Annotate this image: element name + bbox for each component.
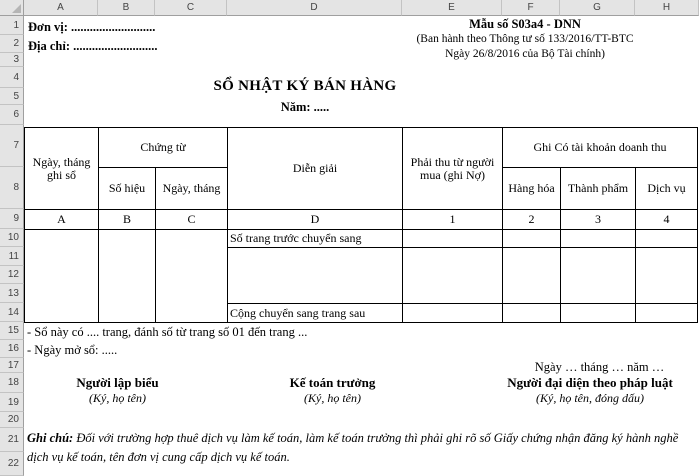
- header-cell-date[interactable]: Ngày, tháng ghi sổ: [25, 128, 99, 210]
- index-cell-d[interactable]: D: [228, 210, 403, 230]
- column-header-b[interactable]: B: [98, 0, 155, 16]
- row-header-12[interactable]: 12: [0, 266, 24, 284]
- row-header-3[interactable]: 3: [0, 53, 24, 67]
- row-header-10[interactable]: 10: [0, 229, 24, 247]
- row-header-19[interactable]: 19: [0, 393, 24, 412]
- row-header-22[interactable]: 22: [0, 452, 24, 476]
- column-header-f[interactable]: F: [502, 0, 560, 16]
- column-header-g[interactable]: G: [560, 0, 635, 16]
- signature-date-line[interactable]: Ngày … tháng … năm …: [534, 360, 665, 374]
- index-cell-c[interactable]: C: [156, 210, 228, 230]
- column-header-d[interactable]: D: [227, 0, 402, 16]
- carry-in-receivable-cell[interactable]: [403, 230, 503, 248]
- signature-legal-representative-title[interactable]: Người đại diện theo pháp luật: [507, 375, 673, 390]
- entry-goods-cell[interactable]: [503, 248, 561, 304]
- index-cell-2[interactable]: 2: [503, 210, 561, 230]
- signature-chief-accountant: [255, 375, 410, 406]
- index-cell-a[interactable]: A: [25, 210, 99, 230]
- row-header-7[interactable]: 7: [0, 125, 24, 167]
- body-cell-docdate-empty[interactable]: [156, 230, 228, 323]
- row-header-17[interactable]: 17: [0, 358, 24, 373]
- row-header-4[interactable]: 4: [0, 67, 24, 88]
- form-issued-line2[interactable]: Ngày 26/8/2016 của Bộ Tài chính): [445, 48, 605, 60]
- signature-chief-accountant-sub[interactable]: (Ký, họ tên): [304, 391, 361, 405]
- row-header-18[interactable]: 18: [0, 373, 24, 393]
- header-cell-description[interactable]: Diễn giải: [228, 128, 403, 210]
- signature-legal-representative: [470, 375, 699, 406]
- remark-label: Ghi chú:: [27, 431, 74, 445]
- header-cell-finished[interactable]: Thành phẩm: [561, 168, 636, 210]
- column-header-a[interactable]: A: [24, 0, 98, 16]
- index-cell-4[interactable]: 4: [636, 210, 698, 230]
- carry-out-finished-cell[interactable]: [561, 304, 636, 323]
- form-issued-line1[interactable]: (Ban hành theo Thông tư số 133/2016/TT-BTC: [416, 33, 634, 45]
- carry-out-services-cell[interactable]: [636, 304, 698, 323]
- carry-in-goods-cell[interactable]: [503, 230, 561, 248]
- carry-in-services-cell[interactable]: [636, 230, 698, 248]
- address-label[interactable]: Địa chỉ: ...........................: [28, 39, 158, 53]
- journal-table: [24, 127, 698, 323]
- column-header-c[interactable]: C: [155, 0, 227, 16]
- select-all-corner[interactable]: [0, 0, 24, 16]
- entry-receivable-cell[interactable]: [403, 248, 503, 304]
- entry-finished-cell[interactable]: [561, 248, 636, 304]
- row-header-13[interactable]: 13: [0, 284, 24, 303]
- column-header-e[interactable]: E: [402, 0, 502, 16]
- row-header-14[interactable]: 14: [0, 303, 24, 322]
- index-cell-3[interactable]: 3: [561, 210, 636, 230]
- form-info-block: [365, 16, 685, 62]
- header-cell-goods[interactable]: Hàng hóa: [503, 168, 561, 210]
- note-open-date[interactable]: - Ngày mở sổ: .....: [27, 343, 118, 357]
- carry-in-finished-cell[interactable]: [561, 230, 636, 248]
- signature-preparer-title[interactable]: Người lập biểu: [76, 375, 159, 390]
- remark-text: Đối với trường hợp thuê dịch vụ làm kế toán, làm kế toán trưởng thì phải ghi rõ số Giấy chứng nhận đăng ký hành nghề dịch vụ kế toán, tên đơn vị cung cấp dịch vụ kế toán.: [27, 431, 679, 464]
- note-pages[interactable]: - Sổ này có .... trang, đánh số từ trang số 01 đến trang ...: [27, 325, 308, 339]
- unit-label[interactable]: Đơn vị: ...........................: [28, 20, 156, 34]
- row-header-2[interactable]: 2: [0, 35, 24, 53]
- page-title[interactable]: SỔ NHẬT KÝ BÁN HÀNG: [213, 78, 397, 94]
- carry-out-receivable-cell[interactable]: [403, 304, 503, 323]
- row-header-15[interactable]: 15: [0, 322, 24, 340]
- signature-preparer-sub[interactable]: (Ký, họ tên): [89, 391, 146, 405]
- signature-chief-accountant-title[interactable]: Kế toán trưởng: [289, 375, 376, 390]
- row-header-11[interactable]: 11: [0, 247, 24, 266]
- row-header-16[interactable]: 16: [0, 340, 24, 358]
- index-cell-b[interactable]: B: [99, 210, 156, 230]
- row-header-6[interactable]: 6: [0, 105, 24, 125]
- signature-preparer: [40, 375, 195, 406]
- entry-description-cell[interactable]: [228, 248, 403, 304]
- select-all-triangle-icon: [12, 4, 21, 13]
- header-cell-revenue-group[interactable]: Ghi Có tài khoản doanh thu: [503, 128, 698, 168]
- header-cell-services[interactable]: Dịch vụ: [636, 168, 698, 210]
- carry-out-cell[interactable]: Cộng chuyển sang trang sau: [228, 304, 403, 323]
- row-header-9[interactable]: 9: [0, 209, 24, 229]
- row-header-20[interactable]: 20: [0, 412, 24, 428]
- header-cell-doc-date[interactable]: Ngày, tháng: [156, 168, 228, 210]
- header-cell-doc-group[interactable]: Chứng từ: [99, 128, 228, 168]
- remark-paragraph: [27, 429, 695, 467]
- row-header-5[interactable]: 5: [0, 88, 24, 105]
- column-header-h[interactable]: H: [635, 0, 699, 16]
- carry-out-goods-cell[interactable]: [503, 304, 561, 323]
- body-cell-docno-empty[interactable]: [99, 230, 156, 323]
- header-cell-receivable[interactable]: Phải thu từ người mua (ghi Nợ): [403, 128, 503, 210]
- row-header-1[interactable]: 1: [0, 16, 24, 35]
- body-cell-date-empty[interactable]: [25, 230, 99, 323]
- signature-legal-representative-sub[interactable]: (Ký, họ tên, đóng dấu): [536, 391, 644, 405]
- row-header-8[interactable]: 8: [0, 167, 24, 209]
- entry-services-cell[interactable]: [636, 248, 698, 304]
- form-number[interactable]: Mẫu số S03a4 - DNN: [469, 17, 581, 31]
- index-cell-1[interactable]: 1: [403, 210, 503, 230]
- year-line[interactable]: Năm: .....: [280, 100, 330, 114]
- row-header-21[interactable]: 21: [0, 428, 24, 452]
- header-cell-doc-no[interactable]: Số hiệu: [99, 168, 156, 210]
- carry-in-cell[interactable]: Số trang trước chuyển sang: [228, 230, 403, 248]
